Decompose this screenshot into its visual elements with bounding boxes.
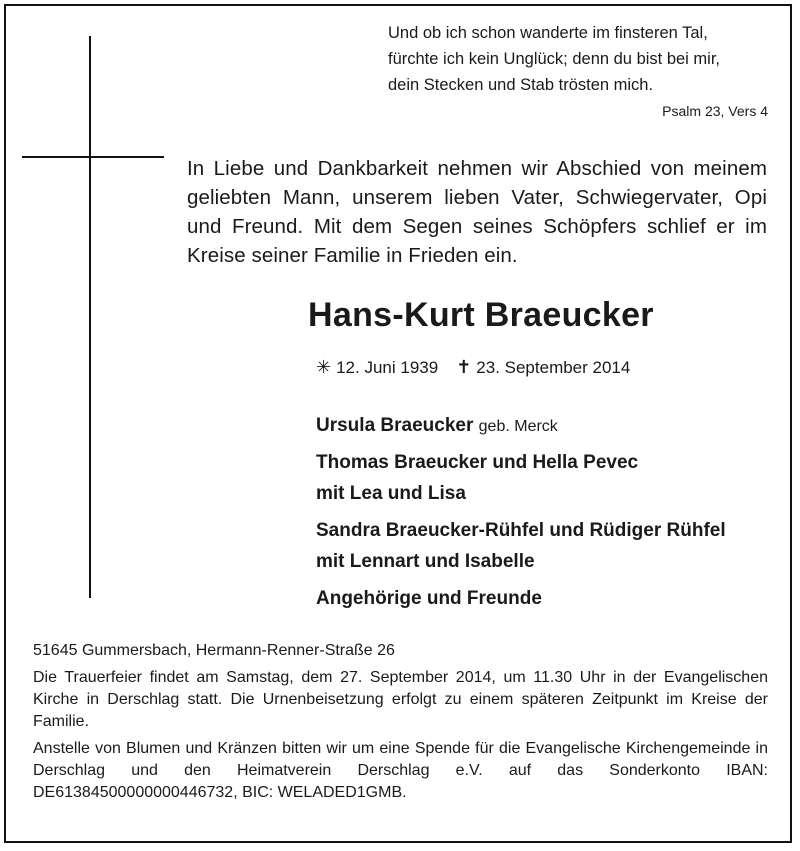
life-dates [316, 357, 630, 378]
mourner-name: Thomas Braeucker und Hella Pevec [316, 452, 639, 473]
psalm-line: dein Stecken und Stab trösten mich. [388, 76, 654, 94]
donation-info: Anstelle von Blumen und Kränzen bitten wir um eine Spende für die Evangelische Kirchengemeinde in Derschlag und den Heimatverein Derschlag e.V. auf das Sonderkonto IBAN: DE61384500000000446732, BIC: WELADED1GMB. [33, 740, 768, 801]
death-icon: ✝ [456, 357, 472, 377]
birth-icon: ✳ [316, 357, 332, 377]
mourner-item: Angehörige und Freunde [316, 588, 542, 609]
mourner-name: Ursula Braeucker [316, 415, 474, 436]
cross-icon [89, 36, 91, 598]
cross-icon-bar [22, 156, 164, 158]
service-info: Die Trauerfeier findet am Samstag, dem 27. September 2014, um 11.30 Uhr in der Evangelischen Kirche in Derschlag statt. Die Urnenbeisetzung erfolgt zu einem späteren Zeitpunkt im Kreise der Familie. [33, 669, 768, 730]
deceased-name: Hans-Kurt Braeucker [308, 296, 654, 334]
psalm-reference: Psalm 23, Vers 4 [662, 103, 768, 119]
mourner-item [316, 515, 776, 577]
footer-info [33, 640, 768, 809]
mourner-suffix: geb. Merck [478, 418, 558, 435]
mourner-name: Sandra Braeucker-Rühfel und Rüdiger Rühfel [316, 520, 726, 541]
mourner-children: mit Lennart und Isabelle [316, 551, 535, 572]
mourner-item [316, 447, 776, 509]
birth-date: 12. Juni 1939 [336, 358, 439, 377]
mourner-children: mit Lea und Lisa [316, 483, 466, 504]
psalm-line: fürchte ich kein Unglück; denn du bist bei mir, [388, 50, 721, 68]
intro-text: In Liebe und Dankbarkeit nehmen wir Abschied von meinem geliebten Mann, unserem lieben Vater, Schwiegervater, Opi und Freund. Mit dem Segen seines Schöpfers schlief er im Kreise seiner Familie in Frieden ein. [187, 157, 767, 267]
psalm-quote [388, 20, 768, 98]
mourner-item [316, 410, 776, 442]
death-date: 23. September 2014 [476, 358, 631, 377]
address: 51645 Gummersbach, Hermann-Renner-Straße 26 [33, 642, 395, 659]
mourners-list [316, 410, 776, 614]
psalm-line: Und ob ich schon wanderte im finsteren Tal, [388, 24, 708, 42]
